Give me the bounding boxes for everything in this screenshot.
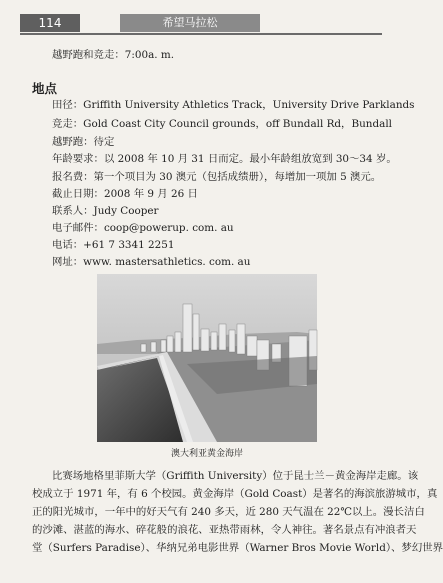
website-line: 网址：www. mastersathletics. com. au bbox=[52, 256, 251, 268]
venue-track-line: 田径：Griffith University Athletics Track，University Drive Parklands bbox=[52, 99, 415, 111]
phone-line: 电话：+61 7 3341 2251 bbox=[52, 239, 175, 251]
running-title: 希望马拉松 bbox=[120, 14, 260, 32]
section-heading: 地点 bbox=[32, 81, 58, 96]
gold-coast-photo bbox=[97, 274, 317, 442]
age-line: 年龄要求：以 2008 年 10 月 31 日而定。最小年龄组放宽到 30～34 岁。 bbox=[52, 153, 397, 165]
deadline-line: 截止日期：2008 年 9 月 26 日 bbox=[52, 188, 198, 200]
schedule-line: 越野跑和竞走：7:00a. m. bbox=[52, 49, 175, 61]
page-number: 114 bbox=[20, 14, 80, 32]
paragraph-line-4: 的沙滩、湛蓝的海水、碎花般的浪花、亚热带雨林，令人神往。著名景点有冲浪者天 bbox=[32, 524, 417, 536]
venue-walk-line: 竞走：Gold Coast City Council grounds，off Bundall Rd，Bundall bbox=[52, 118, 392, 130]
email-line: 电子邮件：coop@powerup. com. au bbox=[52, 222, 234, 234]
paragraph-line-3: 正的阳光城市，一年中的好天气有 240 多天，近 280 天气温在 22℃以上。漫长洁白 bbox=[32, 506, 425, 518]
fee-line: 报名费：第一个项目为 30 澳元（包括成绩册），每增加一项加 5 澳元。 bbox=[52, 171, 382, 183]
header-rule bbox=[20, 33, 382, 35]
paragraph-line-5: 堂（Surfers Paradise）、华纳兄弟电影世界（Warner Bros Movie World）、梦幻世界 bbox=[32, 542, 443, 554]
contact-line: 联系人：Judy Cooper bbox=[52, 205, 159, 217]
page-header bbox=[0, 0, 400, 36]
venue-xc-line: 越野跑：待定 bbox=[52, 136, 115, 148]
paragraph-line-1: 比赛场地格里菲斯大学（Griffith University）位于昆士兰－黄金海岸走廊。该 bbox=[52, 470, 419, 482]
paragraph-line-2: 校成立于 1971 年，有 6 个校园。黄金海岸（Gold Coast）是著名的海滨旅游城市，真 bbox=[32, 488, 438, 500]
photo-caption: 澳大利亚黄金海岸 bbox=[170, 449, 243, 459]
